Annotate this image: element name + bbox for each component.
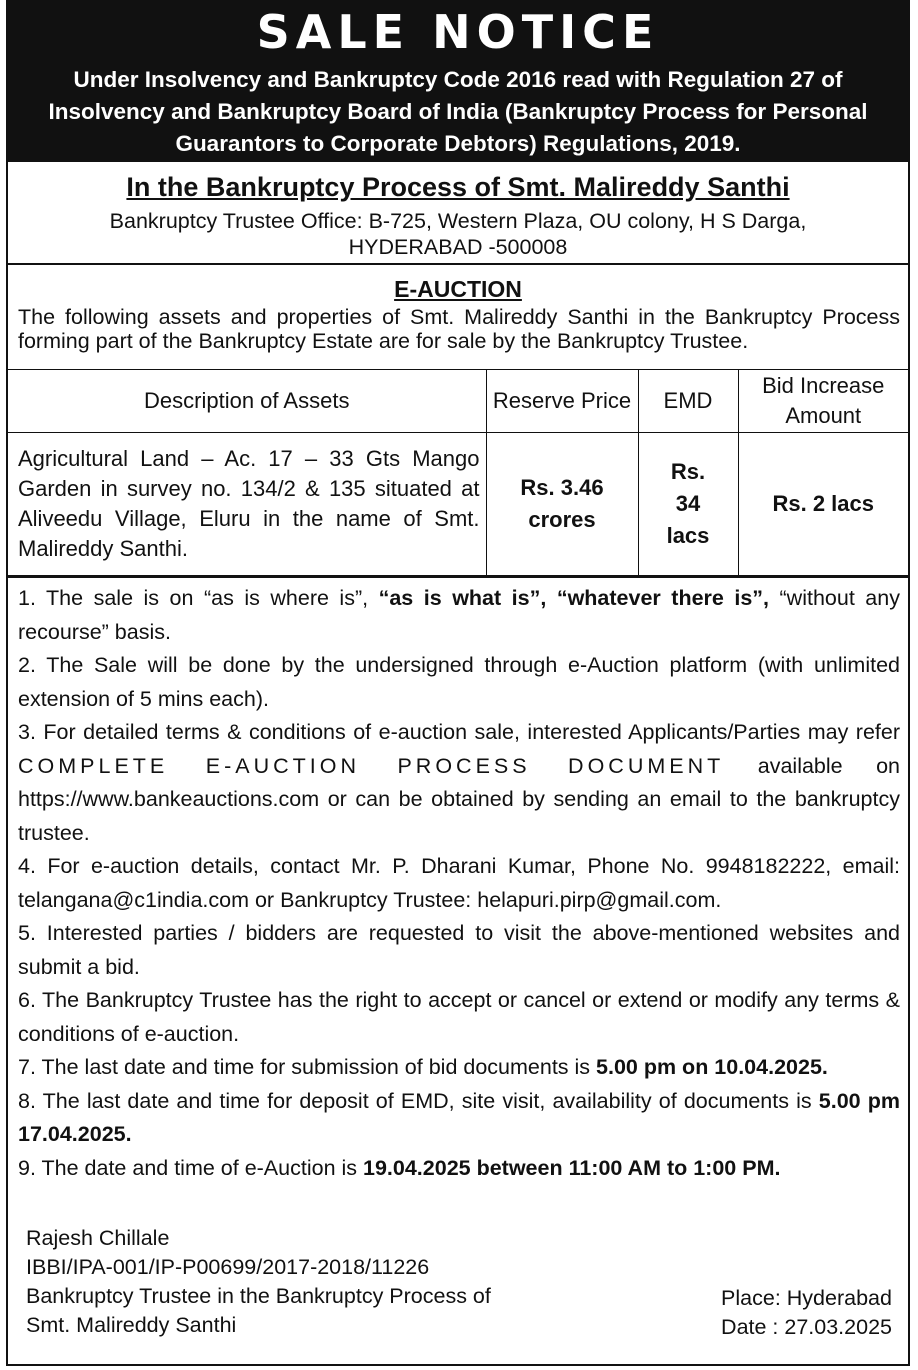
signature-block [26, 1224, 491, 1340]
address-line: Bankruptcy Trustee Office: B-725, Western Plaza, OU colony, H S Darga, [109, 209, 807, 233]
term-item: 2. The Sale will be done by the undersigned through e-Auction platform (with unlimited extension of 5 mins each). [18, 653, 900, 711]
header-reserve-price: Reserve Price [486, 370, 638, 433]
eauction-intro: The following assets and properties of Smt. Malireddy Santhi in the Bankruptcy Process forming part of the Bankruptcy Estate are for sale by the Bankruptcy Trustee. [18, 305, 900, 353]
reserve-price: Rs. 3.46 crores [486, 433, 638, 576]
signatory-role: Smt. Malireddy Santhi [26, 1313, 237, 1337]
notice-subtitle [8, 64, 908, 160]
process-heading: In the Bankruptcy Process of Smt. Malireddy Santhi [126, 172, 790, 202]
term-item: 8. The last date and time for deposit of EMD, site visit, availability of documents is 5.00 pm 17.04.2025. [18, 1088, 901, 1146]
notice-header [8, 2, 908, 162]
date: Date : 27.03.2025 [721, 1315, 892, 1339]
subtitle-line: Insolvency and Bankruptcy Board of India (Bankruptcy Process for Personal [48, 99, 868, 124]
terms-list [8, 576, 908, 1185]
signatory-role: Bankruptcy Trustee in the Bankruptcy Process of [26, 1284, 491, 1308]
header-emd: EMD [638, 370, 738, 433]
sale-notice-document [6, 0, 910, 1366]
bid-increase-amount: Rs. 2 lacs [738, 433, 908, 576]
process-section [8, 162, 908, 265]
emd-amount: Rs. 34 lacs [638, 433, 738, 576]
header-description: Description of Assets [8, 370, 486, 433]
header-bid-increase: Bid Increase Amount [738, 370, 908, 433]
place-date-block [721, 1284, 892, 1342]
registration-number: IBBI/IPA-001/IP-P00699/2017-2018/11226 [26, 1255, 430, 1279]
table-header-row [8, 370, 908, 433]
eauction-heading: E-AUCTION [394, 276, 522, 302]
term-item: 7. The last date and time for submission of bid documents is 5.00 pm on 10.04.2025. [18, 1055, 828, 1079]
address-line: HYDERABAD -500008 [348, 235, 568, 259]
term-item: 9. The date and time of e-Auction is 19.04.2025 between 11:00 AM to 1:00 PM. [18, 1155, 781, 1180]
signatory-name: Rajesh Chillale [26, 1226, 170, 1250]
notice-title: SALE NOTICE [256, 5, 660, 59]
term-item: 1. The sale is on “as is where is”, “as is what is”, “whatever there is”, “without any recourse” basis. [18, 586, 900, 644]
subtitle-line: Guarantors to Corporate Debtors) Regulations, 2019. [175, 131, 741, 156]
term-item: 4. For e-auction details, contact Mr. P. Dharani Kumar, Phone No. 9948182222, email: telangana@c1india.com or Bankruptcy Trustee: helapuri.pirp@gmail.com. [18, 854, 900, 912]
term-item: 5. Interested parties / bidders are requested to visit the above-mentioned websites and submit a bid. [18, 921, 900, 979]
assets-table [8, 369, 908, 576]
trustee-address [8, 208, 908, 260]
term-item: 6. The Bankruptcy Trustee has the right to accept or cancel or extend or modify any terms & conditions of e-auction. [18, 988, 900, 1046]
term-item: 3. For detailed terms & conditions of e-auction sale, interested Applicants/Parties may refer COMPLETE E-AUCTION PROCESS DOCUMENT available on https://www.bankeauctions.com or can be obtained by sending an email to the bankruptcy trustee. [18, 720, 900, 845]
subtitle-line: Under Insolvency and Bankruptcy Code 2016 read with Regulation 27 of [73, 67, 843, 92]
table-row [8, 433, 908, 576]
place: Place: Hyderabad [721, 1286, 892, 1310]
asset-description: Agricultural Land – Ac. 17 – 33 Gts Mango Garden in survey no. 134/2 & 135 situated at Aliveedu Village, Eluru in the name of Smt. Malireddy Santhi. [8, 433, 486, 576]
